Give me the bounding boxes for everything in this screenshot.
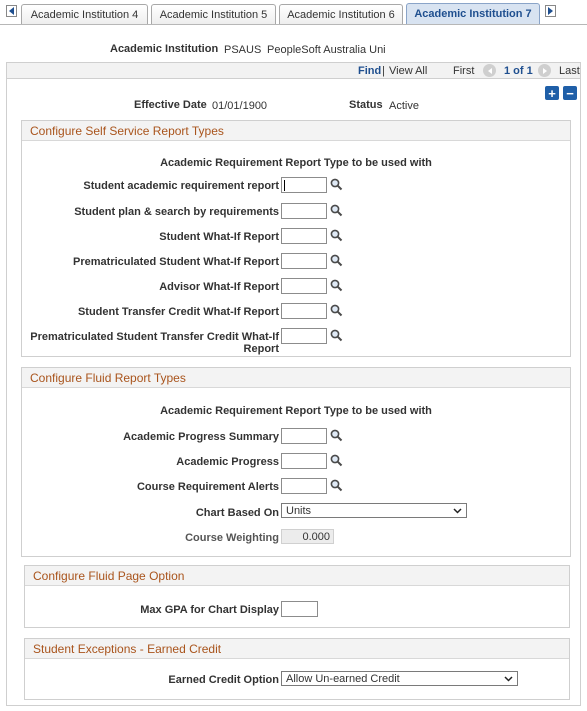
course-requirement-alerts-input[interactable]	[281, 478, 327, 494]
tab-scroll-left-button[interactable]	[6, 5, 17, 17]
effective-date-label: Effective Date	[134, 99, 207, 111]
first-link[interactable]: First	[453, 65, 475, 77]
next-row-button[interactable]	[538, 64, 551, 77]
previous-row-button[interactable]	[483, 64, 496, 77]
field-label: Student Transfer Credit What-If Report	[77, 306, 279, 318]
magnifier-icon	[330, 204, 343, 217]
lookup-search-icon[interactable]	[330, 429, 343, 445]
earned-credit-option-select[interactable]	[281, 671, 518, 686]
chart-based-on-select[interactable]	[281, 503, 467, 518]
find-link[interactable]: Find	[358, 65, 382, 77]
chevron-right-icon	[548, 7, 553, 15]
institution-name: PeopleSoft Australia Uni	[267, 44, 386, 56]
lookup-search-icon[interactable]	[330, 178, 343, 194]
magnifier-icon	[330, 479, 343, 492]
lookup-search-icon[interactable]	[330, 204, 343, 220]
field-label: Academic Progress	[176, 456, 279, 468]
max-gpa-label: Max GPA for Chart Display	[140, 604, 279, 616]
field-label: Prematriculated Student Transfer Credit What-If Report	[30, 331, 279, 355]
prematriculated-transfer-credit-what-if-input[interactable]	[281, 328, 327, 344]
tab-academic-institution-5[interactable]	[151, 4, 276, 24]
institution-label: Academic Institution	[110, 43, 219, 55]
student-exceptions-section-title: Student Exceptions - Earned Credit	[25, 639, 569, 659]
field-label: Student What-If Report	[159, 231, 279, 243]
prematriculated-what-if-report-input[interactable]	[281, 253, 327, 269]
field-label: Course Requirement Alerts	[136, 481, 279, 493]
earned-credit-option-value: Allow Un-earned Credit	[286, 672, 400, 685]
fluid-page-section-title: Configure Fluid Page Option	[25, 566, 569, 586]
effective-date-value: 01/01/1900	[212, 100, 268, 112]
student-what-if-report-input[interactable]	[281, 228, 327, 244]
student-transfer-credit-what-if-input[interactable]	[281, 303, 327, 319]
magnifier-icon	[330, 254, 343, 267]
nav-separator: |	[382, 65, 385, 77]
tab-academic-institution-6[interactable]	[279, 4, 403, 24]
self-service-subheading: Academic Requirement Report Type to be used with	[160, 157, 432, 169]
student-plan-search-input[interactable]	[281, 203, 327, 219]
magnifier-icon	[330, 429, 343, 442]
chevron-left-icon	[488, 68, 492, 74]
lookup-search-icon[interactable]	[330, 479, 343, 495]
advisor-what-if-report-input[interactable]	[281, 278, 327, 294]
magnifier-icon	[330, 454, 343, 467]
earned-credit-option-label: Earned Credit Option	[168, 674, 279, 686]
chevron-down-icon	[504, 676, 513, 682]
tab-label: Academic Institution 7	[414, 8, 532, 20]
field-label: Academic Progress Summary	[123, 431, 279, 443]
chevron-left-icon	[9, 7, 14, 15]
fluid-section-title: Configure Fluid Report Types	[22, 368, 570, 388]
academic-progress-summary-input[interactable]	[281, 428, 327, 444]
status-value: Active	[389, 100, 419, 112]
lookup-search-icon[interactable]	[330, 279, 343, 295]
max-gpa-input[interactable]	[281, 601, 318, 617]
magnifier-icon	[330, 229, 343, 242]
lookup-search-icon[interactable]	[330, 304, 343, 320]
magnifier-icon	[330, 279, 343, 292]
lookup-search-icon[interactable]	[330, 254, 343, 270]
academic-progress-input[interactable]	[281, 453, 327, 469]
tab-academic-institution-7[interactable]	[406, 3, 540, 24]
course-weighting-value: 0.000	[281, 529, 334, 544]
lookup-search-icon[interactable]	[330, 454, 343, 470]
field-label: Student plan & search by requirements	[74, 206, 279, 218]
add-row-button[interactable]	[545, 86, 559, 100]
field-label: Prematriculated Student What-If Report	[73, 256, 279, 268]
self-service-section-title: Configure Self Service Report Types	[22, 121, 570, 141]
field-label: Advisor What-If Report	[159, 281, 279, 293]
chevron-right-icon	[543, 68, 547, 74]
tab-scroll-right-button[interactable]	[545, 5, 556, 17]
tab-divider	[0, 24, 587, 25]
lookup-search-icon[interactable]	[330, 229, 343, 245]
magnifier-icon	[330, 304, 343, 317]
tab-label: Academic Institution 4	[30, 8, 139, 21]
minus-icon: −	[566, 85, 574, 101]
view-all-link[interactable]: View All	[389, 65, 428, 77]
course-weighting-label: Course Weighting	[185, 532, 279, 544]
institution-code: PSAUS	[224, 44, 262, 56]
chart-based-on-label: Chart Based On	[195, 507, 279, 519]
magnifier-icon	[330, 329, 343, 342]
tab-label: Academic Institution 6	[287, 8, 395, 21]
tab-label: Academic Institution 5	[159, 8, 268, 21]
student-academic-requirement-report-input[interactable]	[281, 177, 327, 193]
chevron-down-icon	[453, 508, 462, 514]
page-info: 1 of 1	[504, 65, 533, 77]
delete-row-button[interactable]	[563, 86, 577, 100]
field-label: Student academic requirement report	[83, 180, 279, 192]
last-link[interactable]: Last	[559, 65, 580, 77]
plus-icon: +	[548, 85, 556, 101]
tab-academic-institution-4[interactable]	[21, 4, 148, 24]
status-label: Status	[349, 99, 383, 111]
lookup-search-icon[interactable]	[330, 329, 343, 345]
fluid-subheading: Academic Requirement Report Type to be used with	[160, 405, 432, 417]
magnifier-icon	[330, 178, 343, 191]
chart-based-on-value: Units	[286, 504, 312, 517]
